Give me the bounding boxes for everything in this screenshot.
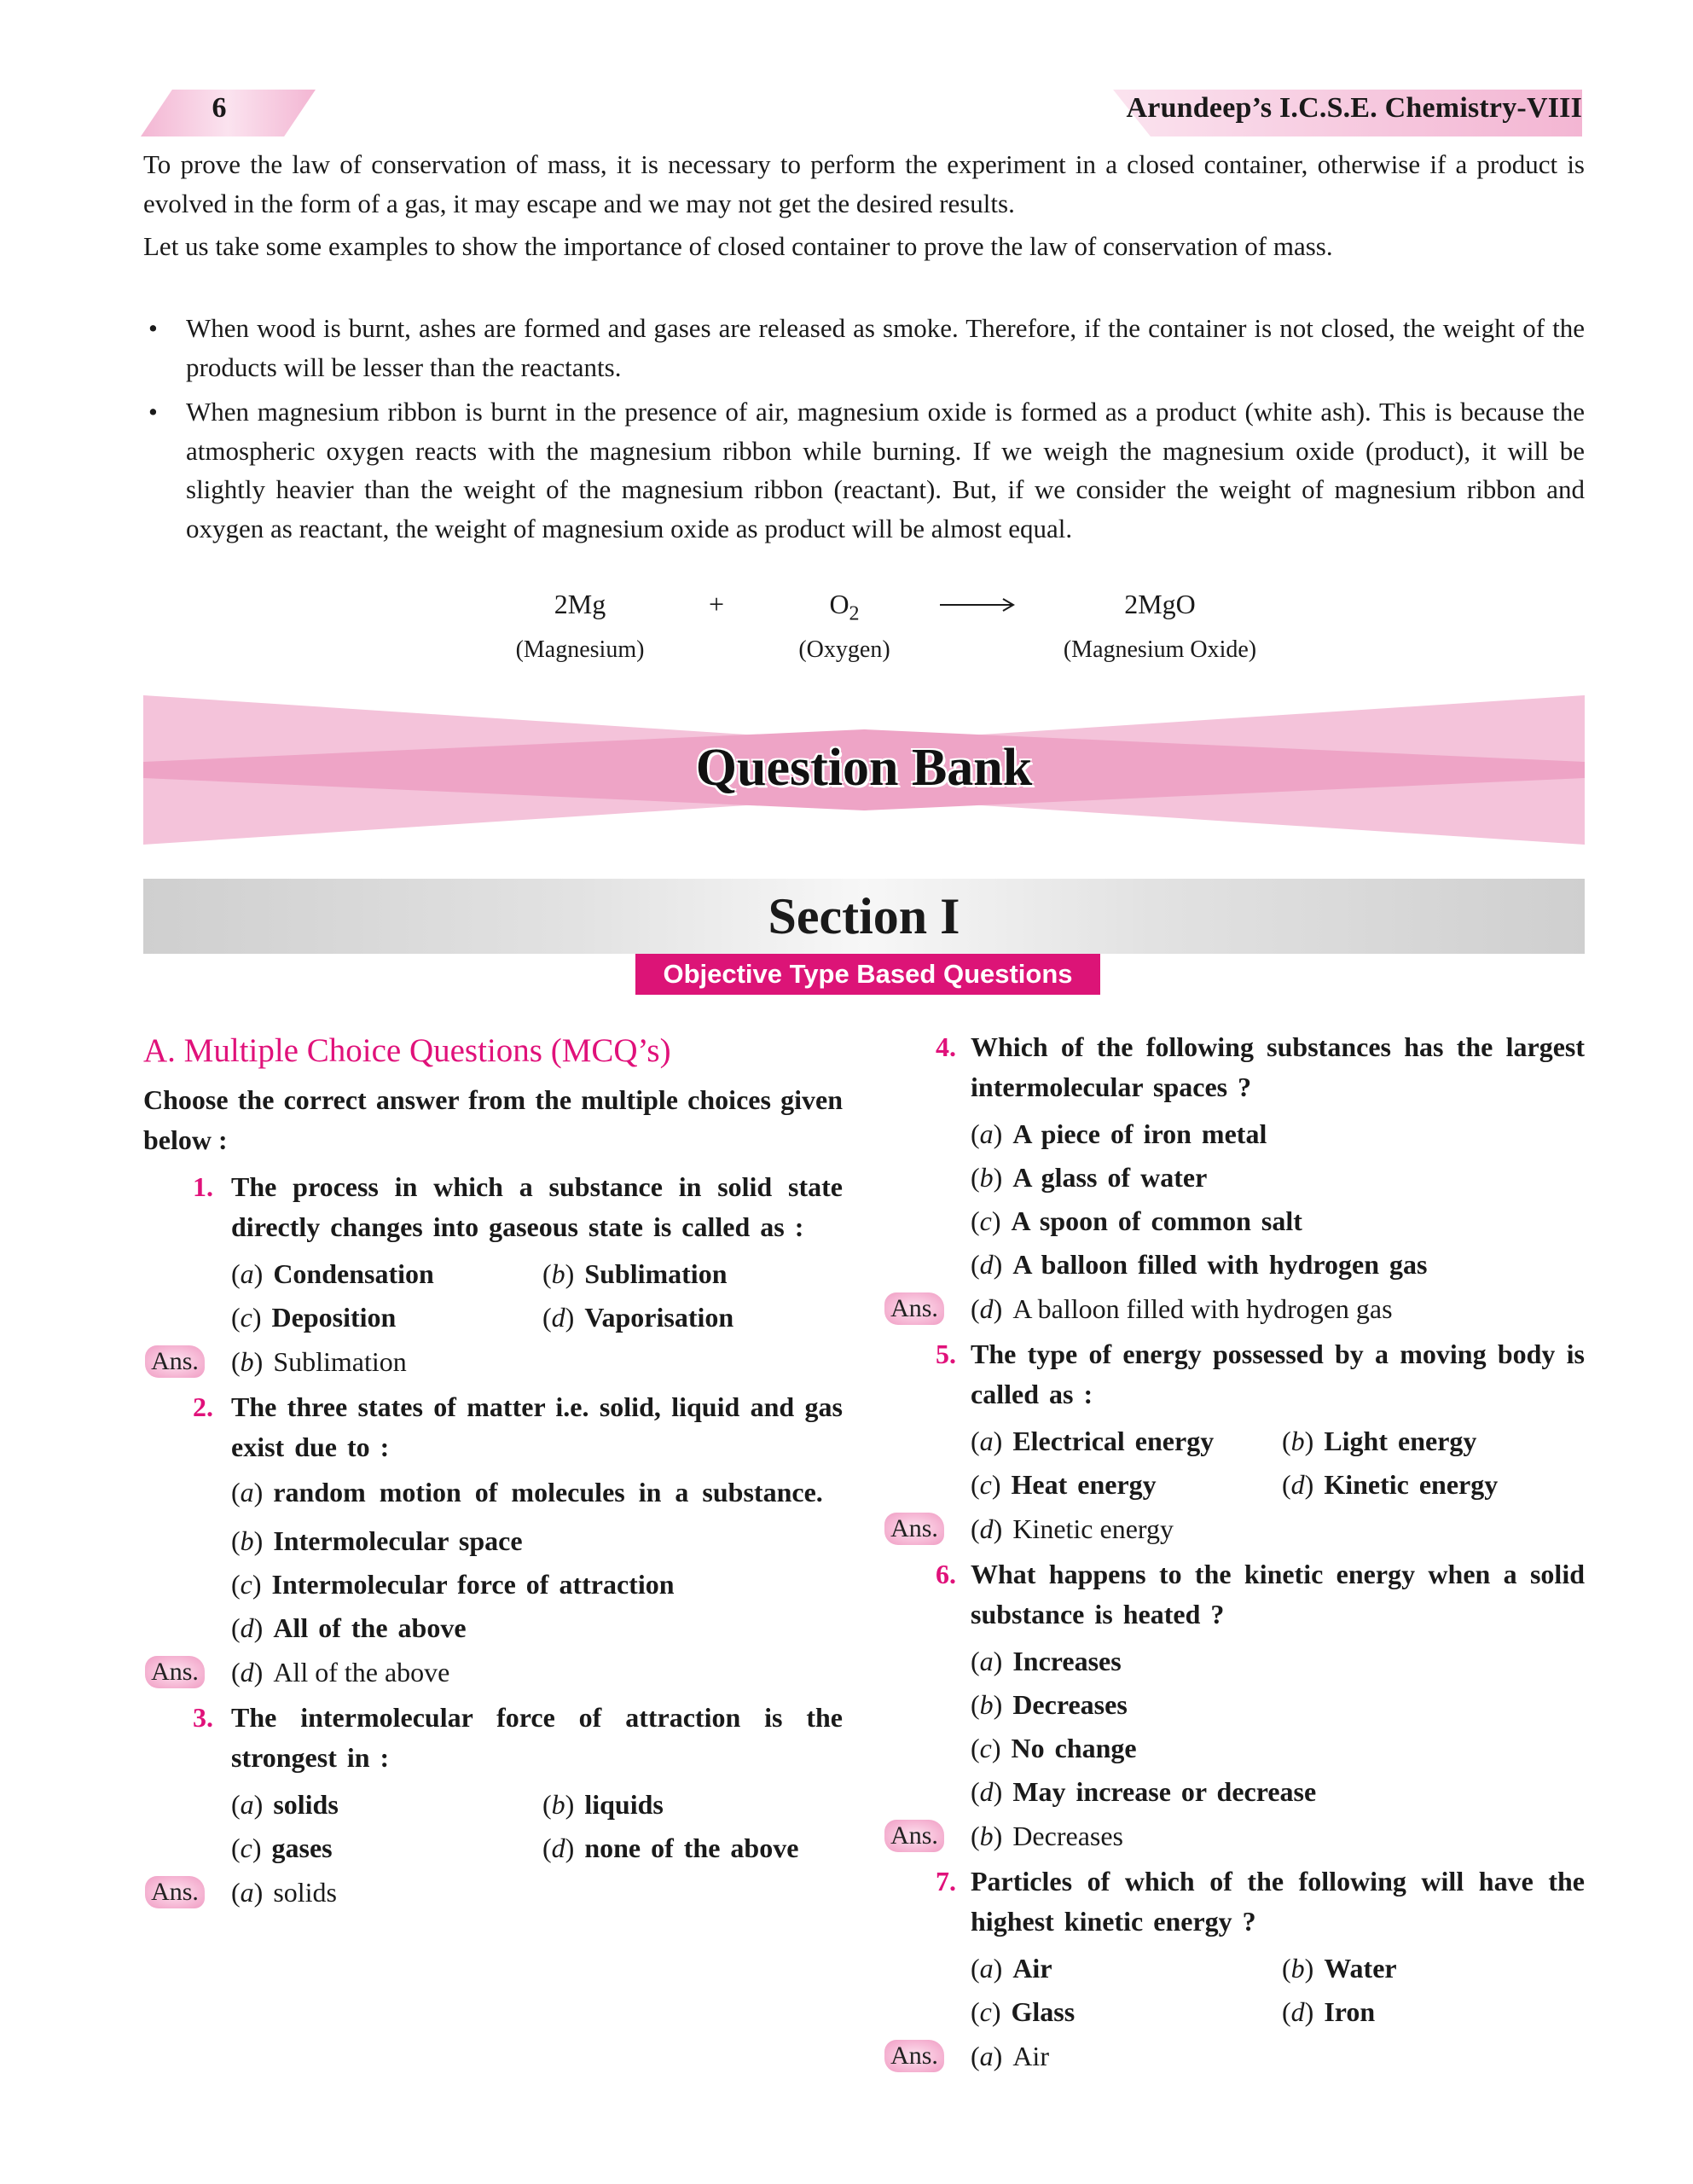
- question-item: [883, 1862, 1585, 2034]
- equation-reactant-2: [802, 589, 887, 625]
- answer-text: A balloon filled with hydrogen gas: [1012, 1293, 1393, 1324]
- answer-text: All of the above: [273, 1657, 450, 1687]
- section-title: Section I: [768, 888, 960, 944]
- answer-text: solids: [273, 1877, 337, 1908]
- option-c: (c) Heat energy: [971, 1469, 1157, 1500]
- option-d: (d) Vaporisation: [542, 1302, 734, 1333]
- question-text: Which of the following substances has the largest intermolecular spaces ?: [971, 1031, 1585, 1102]
- right-column: [883, 1024, 1585, 2080]
- equation-reactant-2-label: (Oxygen): [798, 636, 890, 663]
- answer-badge: Ans.: [145, 1656, 205, 1688]
- question-bank-title: Question Bank: [695, 739, 1033, 797]
- question-number: 4.: [936, 1031, 956, 1062]
- answer-line: Ans. (d) All of the above: [143, 1650, 843, 1694]
- option-c: (c) Intermolecular force of attraction: [231, 1569, 675, 1600]
- bullet-icon: •: [148, 397, 158, 427]
- options-grid: [971, 1420, 1585, 1507]
- options-list: [231, 1472, 843, 1650]
- bullet-item: [143, 392, 1585, 548]
- question-number: 1.: [193, 1171, 213, 1202]
- option-b: (b) Sublimation: [542, 1258, 728, 1289]
- options-list: [971, 1640, 1585, 1814]
- equation-reactant-2-subscript: 2: [849, 602, 860, 625]
- intro-paragraph-1: To prove the law of conservation of mass, it is necessary to perform the experiment in a closed container, otherwise if a product is evolved in the form of a gas, it may escape and we may not get the desired results.: [143, 149, 1585, 218]
- answer-line: Ans. (a) Air: [883, 2034, 1585, 2078]
- equation-product-label: (Magnesium Oxide): [1063, 636, 1257, 663]
- answer-badge: Ans.: [884, 1513, 944, 1545]
- equation-reactant-1: 2Mg: [554, 589, 606, 619]
- option-b: (b) liquids: [542, 1789, 664, 1820]
- answer-line: Ans. (a) solids: [143, 1870, 843, 1914]
- options-list: [971, 1112, 1585, 1287]
- equation-plus: +: [708, 589, 725, 619]
- question-item: [143, 1698, 843, 1870]
- equation-reactant-1-label: (Magnesium): [515, 636, 645, 663]
- option-c: (c) Deposition: [231, 1302, 397, 1333]
- answer-badge: Ans.: [884, 1820, 944, 1852]
- question-item: [883, 1554, 1585, 1814]
- bullet-text: When magnesium ribbon is burnt in the presence of air, magnesium oxide is formed as a product (white ash). This is because the atmospheric oxygen reacts with the magnesium ribbon while burning. If we weigh the magnesium oxide (product), it will be slightly heavier than the weight of the magnesium ribbon (reactant). But, if we consider the weight of magnesium ribbon and oxygen as reactant, the weight of magnesium oxide as product will be almost equal.: [186, 397, 1585, 543]
- bullet-text: When wood is burnt, ashes are formed and gases are released as smoke. Therefore, if the container is not closed, the weight of the products will be lesser than the reactants.: [186, 313, 1585, 382]
- answer-line: Ans. (b) Sublimation: [143, 1339, 843, 1384]
- answer-text: Kinetic energy: [1012, 1513, 1174, 1544]
- mcq-heading: A. Multiple Choice Questions (MCQ’s): [143, 1032, 671, 1069]
- option-a: (a) solids: [231, 1789, 339, 1820]
- bullet-list: [143, 309, 1585, 554]
- option-c: (c) Glass: [971, 1996, 1076, 2027]
- question-text: Particles of which of the following will have the highest kinetic energy ?: [971, 1866, 1585, 1937]
- option-d: (d) All of the above: [231, 1612, 467, 1643]
- answer-line: Ans. (b) Decreases: [883, 1814, 1585, 1858]
- option-d: (d) A balloon filled with hydrogen gas: [971, 1249, 1428, 1280]
- question-number: 2.: [193, 1391, 213, 1422]
- question-text: The process in which a substance in solid state directly changes into gaseous state is called as :: [231, 1171, 843, 1242]
- option-d: (d) none of the above: [542, 1833, 799, 1863]
- question-number: 7.: [936, 1866, 956, 1896]
- answer-badge: Ans.: [145, 1345, 205, 1378]
- option-d: (d) May increase or decrease: [971, 1776, 1317, 1807]
- left-column: [143, 1024, 843, 1916]
- question-item: [143, 1167, 843, 1339]
- mcq-instruction: Choose the correct answer from the multiple choices given below :: [143, 1084, 843, 1155]
- option-b: (b) Decreases: [971, 1689, 1128, 1720]
- option-b: (b) Water: [1282, 1953, 1397, 1984]
- options-grid: [971, 1947, 1585, 2034]
- question-number: 3.: [193, 1702, 213, 1733]
- answer-badge: Ans.: [145, 1876, 205, 1908]
- answer-line: Ans. (d) A balloon filled with hydrogen gas: [883, 1287, 1585, 1331]
- section-header-bar: [143, 879, 1585, 954]
- options-grid: [231, 1252, 843, 1339]
- answer-text: Air: [1012, 2041, 1049, 2071]
- option-c: (c) gases: [231, 1833, 333, 1863]
- question-item: [143, 1387, 843, 1650]
- options-grid: [231, 1783, 843, 1870]
- option-b: (b) A glass of water: [971, 1162, 1208, 1193]
- running-head-title: Arundeep’s I.C.S.E. Chemistry-VIII: [1126, 92, 1582, 124]
- option-b: (b) Intermolecular space: [231, 1525, 523, 1556]
- question-text: What happens to the kinetic energy when a solid substance is heated ?: [971, 1559, 1585, 1629]
- question-item: [883, 1334, 1585, 1507]
- answer-badge: Ans.: [884, 1292, 944, 1325]
- option-a: (a) A piece of iron metal: [971, 1118, 1267, 1149]
- question-text: The intermolecular force of attraction is the strongest in :: [231, 1702, 843, 1773]
- equation-reactant-2-base: O: [829, 589, 849, 619]
- option-a: (a) Air: [971, 1953, 1052, 1984]
- option-a: (a) Condensation: [231, 1258, 434, 1289]
- option-a: (a) Electrical energy: [971, 1426, 1215, 1456]
- question-text: The type of energy possessed by a moving body is called as :: [971, 1339, 1585, 1409]
- option-d: (d) Iron: [1282, 1996, 1376, 2027]
- chemical-equation: [0, 589, 1693, 682]
- answer-line: Ans. (d) Kinetic energy: [883, 1507, 1585, 1551]
- answer-badge: Ans.: [884, 2040, 944, 2072]
- question-text: The three states of matter i.e. solid, liquid and gas exist due to :: [231, 1391, 843, 1462]
- answer-text: Sublimation: [273, 1346, 407, 1377]
- page-number: 6: [212, 92, 227, 124]
- intro-paragraph-2: Let us take some examples to show the importance of closed container to prove the law of conservation of mass.: [143, 231, 1333, 261]
- reaction-arrow-icon: [940, 595, 1015, 614]
- option-d: (d) Kinetic energy: [1282, 1469, 1499, 1500]
- option-a: (a) random motion of molecules in a substance.: [231, 1477, 823, 1507]
- option-c: (c) A spoon of common salt: [971, 1205, 1302, 1236]
- equation-product: 2MgO: [1124, 589, 1196, 619]
- question-number: 5.: [936, 1339, 956, 1369]
- answer-text: Decreases: [1012, 1821, 1123, 1851]
- question-number: 6.: [936, 1559, 956, 1589]
- bullet-icon: •: [148, 313, 158, 343]
- bullet-item: [143, 309, 1585, 386]
- option-c: (c) No change: [971, 1733, 1137, 1763]
- section-subtitle-badge: Objective Type Based Questions: [635, 954, 1100, 995]
- option-b: (b) Light energy: [1282, 1426, 1477, 1456]
- option-a: (a) Increases: [971, 1646, 1122, 1676]
- question-bank-banner: [143, 695, 1585, 845]
- question-item: [883, 1027, 1585, 1287]
